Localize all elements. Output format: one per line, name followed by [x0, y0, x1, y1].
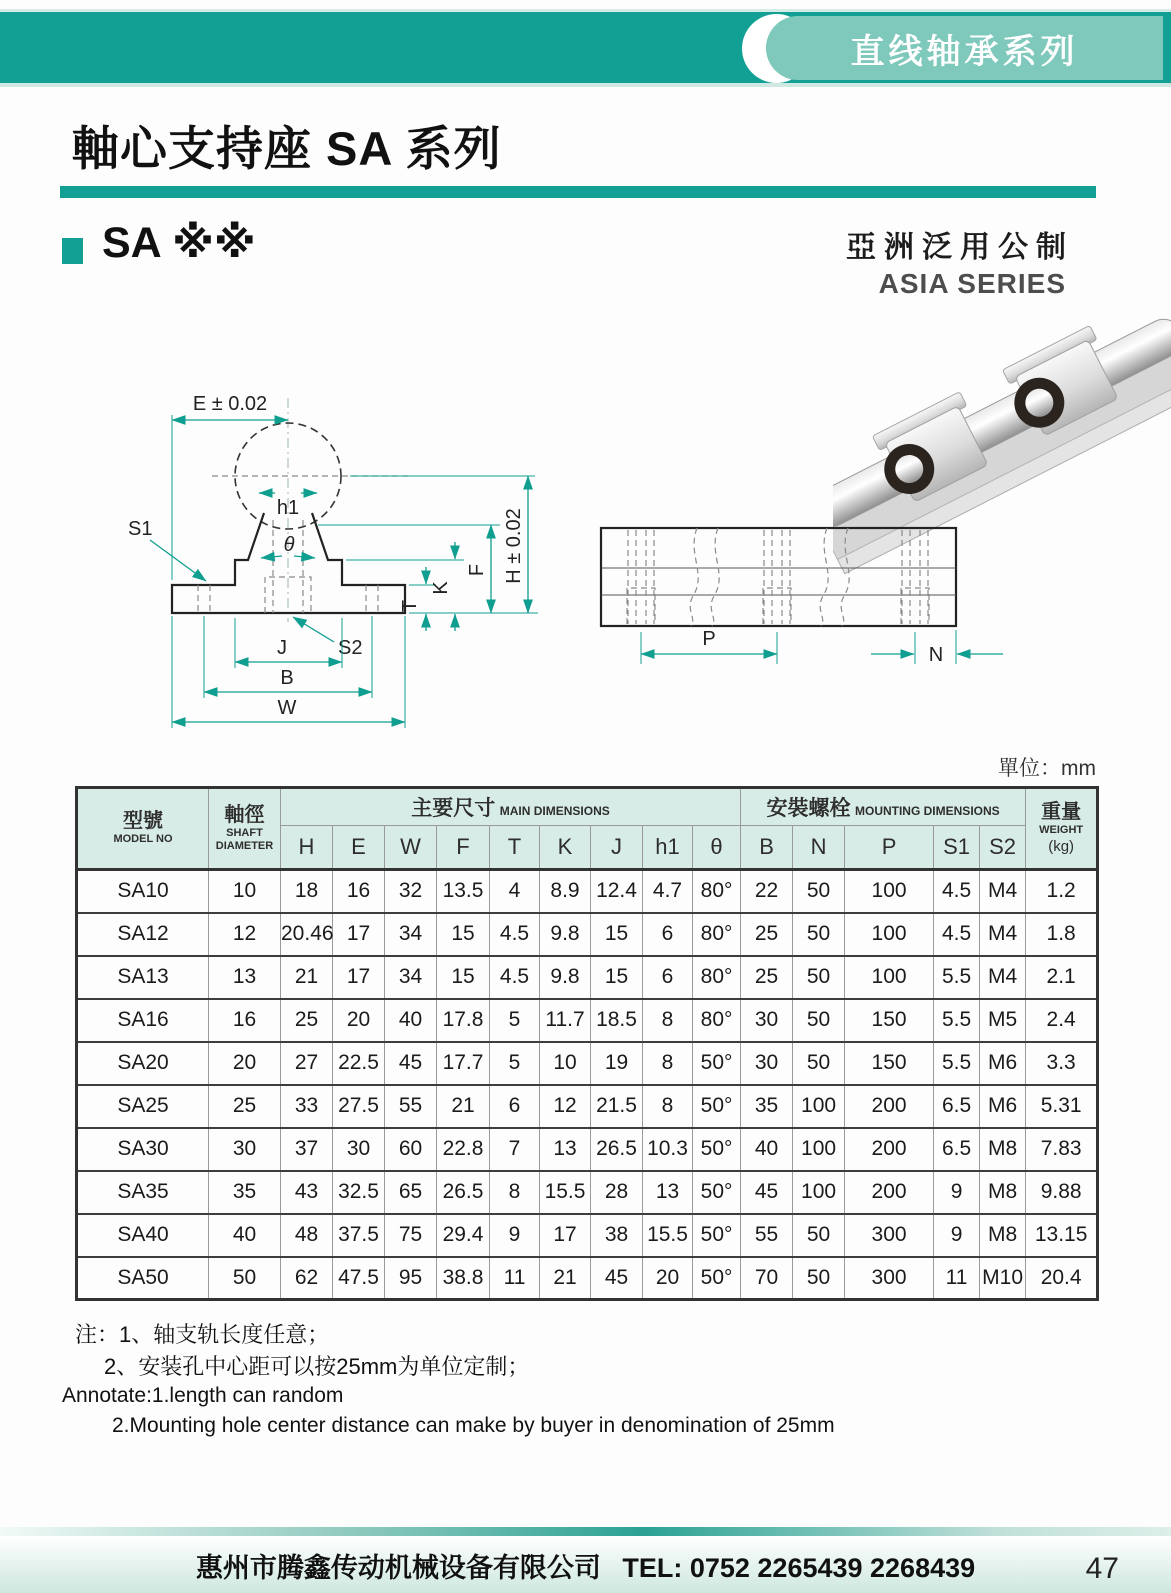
- value-cell-S2: M8: [980, 1214, 1026, 1257]
- col-header-K: K: [540, 826, 591, 870]
- value-cell-P: 300: [845, 1257, 934, 1300]
- value-cell-S2: M4: [980, 956, 1026, 999]
- table-row: [77, 956, 1098, 999]
- value-cell-E: 37.5: [333, 1214, 385, 1257]
- value-cell-shaft: 20: [209, 1042, 281, 1085]
- section-bullet-square: [62, 238, 83, 264]
- value-cell-S2: M6: [980, 1085, 1026, 1128]
- value-cell-H: 43: [281, 1171, 333, 1214]
- value-cell-S1: 11: [934, 1257, 980, 1300]
- mount-group-en: MOUNTING DIMENSIONS: [854, 804, 1000, 818]
- value-cell-K: 9.8: [540, 956, 591, 999]
- note-en-2: 2.Mounting hole center distance can make by buyer in denomination of 25mm: [112, 1414, 835, 1437]
- value-cell-S2: M6: [980, 1042, 1026, 1085]
- value-cell-N: 50: [793, 1042, 845, 1085]
- value-cell-J: 15: [591, 913, 643, 956]
- value-cell-F: 38.8: [437, 1257, 490, 1300]
- value-cell-P: 150: [845, 999, 934, 1042]
- note-cn-1: 注：1、轴支轨长度任意；: [75, 1322, 330, 1347]
- value-cell-F: 22.8: [437, 1128, 490, 1171]
- footer-gradient-band: [0, 1527, 1171, 1536]
- series-tab: [766, 16, 1163, 80]
- value-cell-h1: 8: [643, 1042, 693, 1085]
- value-cell-W: 45: [385, 1042, 437, 1085]
- weight-header-cn: 重量: [1041, 801, 1082, 824]
- value-cell-H: 37: [281, 1128, 333, 1171]
- value-cell-weight: 13.15: [1026, 1214, 1098, 1257]
- value-cell-J: 19: [591, 1042, 643, 1085]
- col-header-T: T: [490, 826, 540, 870]
- value-cell-shaft: 50: [209, 1257, 281, 1300]
- col-header-S1: S1: [934, 826, 980, 870]
- value-cell-shaft: 30: [209, 1128, 281, 1171]
- value-cell-h1: 4.7: [643, 870, 693, 913]
- value-cell-E: 30: [333, 1128, 385, 1171]
- value-cell-F: 21: [437, 1085, 490, 1128]
- value-cell-K: 11.7: [540, 999, 591, 1042]
- top-banner: [0, 9, 1171, 87]
- col-header-H: H: [281, 826, 333, 870]
- value-cell-B: 30: [741, 999, 793, 1042]
- value-cell-P: 200: [845, 1128, 934, 1171]
- section-heading: SA ※※: [102, 219, 256, 267]
- dim-label-j: J: [277, 637, 287, 659]
- col-header-B: B: [741, 826, 793, 870]
- value-cell-weight: 3.3: [1026, 1042, 1098, 1085]
- main-group-cn: 主要尺寸: [411, 797, 496, 820]
- value-cell-J: 26.5: [591, 1128, 643, 1171]
- dim-label-theta: θ: [283, 534, 295, 556]
- shaft-header-cn: 軸徑: [224, 803, 265, 826]
- value-cell-B: 25: [741, 913, 793, 956]
- value-cell-S1: 9: [934, 1214, 980, 1257]
- value-cell-K: 8.9: [540, 870, 591, 913]
- value-cell-H: 20.46: [281, 913, 333, 956]
- table-row: [77, 1085, 1098, 1128]
- col-header-P: P: [845, 826, 934, 870]
- col-header-J: J: [591, 826, 643, 870]
- value-cell-N: 50: [793, 999, 845, 1042]
- value-cell-P: 200: [845, 1171, 934, 1214]
- value-cell-theta: 50°: [693, 1128, 741, 1171]
- col-header-h1: h1: [643, 826, 693, 870]
- value-cell-T: 9: [490, 1214, 540, 1257]
- main-group-en: MAIN DIMENSIONS: [499, 804, 610, 818]
- value-cell-E: 20: [333, 999, 385, 1042]
- mount-hole: [763, 530, 791, 624]
- side-view-diagram: [575, 482, 1005, 722]
- value-cell-K: 15.5: [540, 1171, 591, 1214]
- col-header-weight: [1026, 788, 1098, 870]
- dim-label-h: H ± 0.02: [503, 508, 525, 584]
- value-cell-F: 17.8: [437, 999, 490, 1042]
- value-cell-H: 18: [281, 870, 333, 913]
- value-cell-N: 50: [793, 1257, 845, 1300]
- spec-table: [75, 786, 1099, 1301]
- value-cell-weight: 20.4: [1026, 1257, 1098, 1300]
- value-cell-shaft: 40: [209, 1214, 281, 1257]
- value-cell-N: 50: [793, 870, 845, 913]
- value-cell-E: 17: [333, 913, 385, 956]
- value-cell-P: 200: [845, 1085, 934, 1128]
- value-cell-T: 8: [490, 1171, 540, 1214]
- value-cell-weight: 5.31: [1026, 1085, 1098, 1128]
- value-cell-N: 100: [793, 1085, 845, 1128]
- value-cell-h1: 8: [643, 1085, 693, 1128]
- model-cell: SA13: [77, 956, 209, 999]
- footer-company: 惠州市腾鑫传动机械设备有限公司: [195, 1553, 601, 1583]
- shaft-header-en1: SHAFT: [226, 826, 263, 839]
- value-cell-h1: 8: [643, 999, 693, 1042]
- model-cell: SA25: [77, 1085, 209, 1128]
- value-cell-h1: 6: [643, 956, 693, 999]
- value-cell-W: 34: [385, 956, 437, 999]
- value-cell-H: 25: [281, 999, 333, 1042]
- table-row: [77, 1214, 1098, 1257]
- value-cell-theta: 50°: [693, 1042, 741, 1085]
- value-cell-J: 18.5: [591, 999, 643, 1042]
- value-cell-P: 100: [845, 870, 934, 913]
- value-cell-theta: 80°: [693, 870, 741, 913]
- value-cell-S2: M5: [980, 999, 1026, 1042]
- value-cell-J: 21.5: [591, 1085, 643, 1128]
- value-cell-E: 32.5: [333, 1171, 385, 1214]
- dim-label-n: N: [928, 644, 944, 666]
- value-cell-P: 300: [845, 1214, 934, 1257]
- front-view-diagram: [60, 370, 580, 750]
- col-header-model: [77, 788, 209, 870]
- value-cell-E: 27.5: [333, 1085, 385, 1128]
- shaft-header-en2: DIAMETER: [215, 840, 274, 852]
- value-cell-K: 21: [540, 1257, 591, 1300]
- value-cell-weight: 2.1: [1026, 956, 1098, 999]
- value-cell-T: 4.5: [490, 913, 540, 956]
- value-cell-T: 11: [490, 1257, 540, 1300]
- value-cell-theta: 50°: [693, 1085, 741, 1128]
- col-header-theta: θ: [693, 826, 741, 870]
- dim-label-h1: h1: [276, 497, 300, 519]
- value-cell-F: 26.5: [437, 1171, 490, 1214]
- value-cell-h1: 13: [643, 1171, 693, 1214]
- value-cell-N: 50: [793, 1214, 845, 1257]
- mount-hole: [901, 530, 929, 624]
- value-cell-J: 38: [591, 1214, 643, 1257]
- value-cell-theta: 80°: [693, 956, 741, 999]
- footer-tel: TEL: 0752 2265439 2268439: [622, 1553, 976, 1583]
- col-header-F: F: [437, 826, 490, 870]
- value-cell-K: 12: [540, 1085, 591, 1128]
- value-cell-H: 48: [281, 1214, 333, 1257]
- value-cell-H: 27: [281, 1042, 333, 1085]
- mount-group-cn: 安裝螺栓: [766, 797, 851, 820]
- value-cell-N: 100: [793, 1171, 845, 1214]
- value-cell-theta: 80°: [693, 913, 741, 956]
- value-cell-shaft: 10: [209, 870, 281, 913]
- value-cell-K: 13: [540, 1128, 591, 1171]
- model-cell: SA20: [77, 1042, 209, 1085]
- value-cell-S1: 5.5: [934, 999, 980, 1042]
- weight-header-en: WEIGHT: [1039, 824, 1084, 837]
- value-cell-J: 12.4: [591, 870, 643, 913]
- value-cell-theta: 80°: [693, 999, 741, 1042]
- value-cell-weight: 9.88: [1026, 1171, 1098, 1214]
- model-cell: SA50: [77, 1257, 209, 1300]
- value-cell-K: 10: [540, 1042, 591, 1085]
- value-cell-B: 70: [741, 1257, 793, 1300]
- value-cell-S1: 6.5: [934, 1085, 980, 1128]
- group-header-main-dimensions: [281, 788, 741, 826]
- value-cell-T: 7: [490, 1128, 540, 1171]
- value-cell-W: 75: [385, 1214, 437, 1257]
- value-cell-K: 9.8: [540, 913, 591, 956]
- group-header-mounting-dimensions: [741, 788, 1026, 826]
- value-cell-N: 50: [793, 913, 845, 956]
- series-tab-label: 直线轴承系列: [850, 32, 1079, 71]
- value-cell-S1: 9: [934, 1171, 980, 1214]
- value-cell-W: 60: [385, 1128, 437, 1171]
- value-cell-K: 17: [540, 1214, 591, 1257]
- value-cell-shaft: 16: [209, 999, 281, 1042]
- table-row: [77, 1171, 1098, 1214]
- model-cell: SA16: [77, 999, 209, 1042]
- table-body: [77, 870, 1098, 1300]
- value-cell-W: 40: [385, 999, 437, 1042]
- footer-company-line: [0, 1546, 1171, 1585]
- table-row: [77, 999, 1098, 1042]
- table-row: [77, 870, 1098, 913]
- value-cell-h1: 6: [643, 913, 693, 956]
- value-cell-T: 4.5: [490, 956, 540, 999]
- model-cell: SA35: [77, 1171, 209, 1214]
- dim-label-e: E ± 0.02: [192, 393, 268, 415]
- value-cell-B: 30: [741, 1042, 793, 1085]
- value-cell-E: 47.5: [333, 1257, 385, 1300]
- value-cell-W: 34: [385, 913, 437, 956]
- value-cell-W: 95: [385, 1257, 437, 1300]
- value-cell-shaft: 12: [209, 913, 281, 956]
- value-cell-S2: M4: [980, 913, 1026, 956]
- value-cell-theta: 50°: [693, 1257, 741, 1300]
- value-cell-B: 25: [741, 956, 793, 999]
- value-cell-S1: 6.5: [934, 1128, 980, 1171]
- value-cell-B: 40: [741, 1128, 793, 1171]
- value-cell-T: 5: [490, 999, 540, 1042]
- weight-header-unit: (kg): [1048, 837, 1075, 855]
- value-cell-T: 4: [490, 870, 540, 913]
- dim-label-p: P: [702, 628, 716, 650]
- col-header-shaft-diameter: [209, 788, 281, 870]
- value-cell-theta: 50°: [693, 1171, 741, 1214]
- value-cell-J: 45: [591, 1257, 643, 1300]
- col-header-N: N: [793, 826, 845, 870]
- dim-label-k: K: [430, 581, 452, 595]
- dim-label-t: T: [399, 599, 421, 613]
- value-cell-shaft: 35: [209, 1171, 281, 1214]
- dim-label-f: F: [466, 563, 488, 577]
- value-cell-F: 15: [437, 913, 490, 956]
- value-cell-P: 100: [845, 913, 934, 956]
- value-cell-F: 15: [437, 956, 490, 999]
- value-cell-S1: 4.5: [934, 870, 980, 913]
- value-cell-shaft: 25: [209, 1085, 281, 1128]
- mount-hole: [627, 530, 655, 624]
- page-number: 47: [1085, 1552, 1119, 1585]
- value-cell-H: 33: [281, 1085, 333, 1128]
- model-cell: SA30: [77, 1128, 209, 1171]
- value-cell-E: 16: [333, 870, 385, 913]
- value-cell-N: 50: [793, 956, 845, 999]
- value-cell-weight: 1.8: [1026, 913, 1098, 956]
- value-cell-S1: 5.5: [934, 956, 980, 999]
- value-cell-N: 100: [793, 1128, 845, 1171]
- value-cell-weight: 7.83: [1026, 1128, 1098, 1171]
- model-header-en: MODEL NO: [113, 833, 173, 846]
- value-cell-T: 5: [490, 1042, 540, 1085]
- value-cell-S1: 4.5: [934, 913, 980, 956]
- value-cell-F: 29.4: [437, 1214, 490, 1257]
- table-row: [77, 1257, 1098, 1300]
- value-cell-H: 62: [281, 1257, 333, 1300]
- value-cell-E: 17: [333, 956, 385, 999]
- col-header-E: E: [333, 826, 385, 870]
- value-cell-E: 22.5: [333, 1042, 385, 1085]
- value-cell-S2: M8: [980, 1128, 1026, 1171]
- model-cell: SA12: [77, 913, 209, 956]
- value-cell-h1: 10.3: [643, 1128, 693, 1171]
- value-cell-F: 17.7: [437, 1042, 490, 1085]
- region-label-cn: 亞洲泛用公制: [846, 231, 1074, 264]
- col-header-W: W: [385, 826, 437, 870]
- value-cell-S2: M8: [980, 1171, 1026, 1214]
- value-cell-S2: M10: [980, 1257, 1026, 1300]
- value-cell-S2: M4: [980, 870, 1026, 913]
- note-en-1: Annotate:1.length can random: [62, 1384, 344, 1407]
- value-cell-weight: 2.4: [1026, 999, 1098, 1042]
- value-cell-W: 65: [385, 1171, 437, 1214]
- col-header-S2: S2: [980, 826, 1026, 870]
- value-cell-H: 21: [281, 956, 333, 999]
- value-cell-h1: 15.5: [643, 1214, 693, 1257]
- value-cell-weight: 1.2: [1026, 870, 1098, 913]
- dim-label-b: B: [280, 667, 294, 689]
- model-cell: SA40: [77, 1214, 209, 1257]
- value-cell-W: 55: [385, 1085, 437, 1128]
- value-cell-B: 22: [741, 870, 793, 913]
- dim-label-s2: S2: [338, 637, 363, 659]
- table-row: [77, 1042, 1098, 1085]
- value-cell-B: 55: [741, 1214, 793, 1257]
- value-cell-W: 32: [385, 870, 437, 913]
- note-cn-2: 2、安装孔中心距可以按25mm为单位定制；: [104, 1354, 530, 1379]
- page-title: 軸心支持座 SA 系列: [72, 122, 502, 175]
- value-cell-B: 35: [741, 1085, 793, 1128]
- value-cell-B: 45: [741, 1171, 793, 1214]
- value-cell-J: 15: [591, 956, 643, 999]
- value-cell-theta: 50°: [693, 1214, 741, 1257]
- table-row: [77, 913, 1098, 956]
- value-cell-J: 28: [591, 1171, 643, 1214]
- unit-label: 單位：mm: [998, 757, 1096, 780]
- value-cell-F: 13.5: [437, 870, 490, 913]
- value-cell-P: 100: [845, 956, 934, 999]
- value-cell-T: 6: [490, 1085, 540, 1128]
- model-header-cn: 型號: [123, 810, 163, 833]
- value-cell-S1: 5.5: [934, 1042, 980, 1085]
- dim-label-w: W: [277, 697, 297, 719]
- table-row: [77, 1128, 1098, 1171]
- value-cell-P: 150: [845, 1042, 934, 1085]
- model-cell: SA10: [77, 870, 209, 913]
- value-cell-h1: 20: [643, 1257, 693, 1300]
- value-cell-shaft: 13: [209, 956, 281, 999]
- title-underline: [60, 186, 1096, 198]
- region-label-en: ASIA SERIES: [878, 268, 1066, 299]
- dim-label-s1: S1: [128, 518, 153, 540]
